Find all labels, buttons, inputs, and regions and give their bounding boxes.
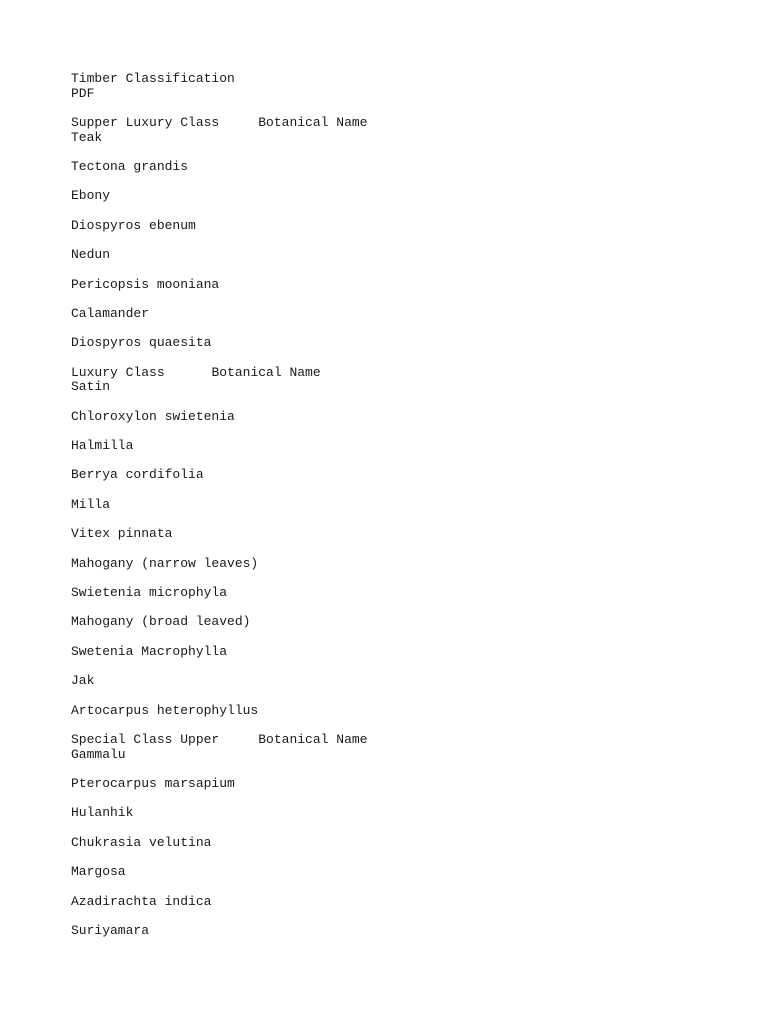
section-heading: Luxury Class [71, 364, 165, 380]
timber-name: Hulanhik [71, 805, 134, 821]
document-title: Timber Classification [71, 71, 235, 86]
timber-name: Calamander [71, 305, 150, 321]
section-header-luxury [71, 366, 751, 381]
timber-name: Satin [71, 379, 111, 395]
botanical-name: Azadirachta indica [71, 893, 212, 909]
section-heading: Special Class Upper [71, 731, 220, 747]
botanical-name: Tectona grandis [71, 158, 189, 174]
botanical-name: Chukrasia velutina [71, 834, 212, 850]
botanical-name: Diospyros quaesita [71, 335, 212, 351]
timber-name: Halmilla [71, 438, 134, 454]
section-header-supper-luxury [71, 116, 751, 131]
timber-name: Mahogany (narrow leaves) [71, 555, 259, 571]
column-label: Botanical Name [258, 114, 368, 130]
timber-name: Margosa [71, 864, 126, 880]
column-label: Botanical Name [211, 364, 321, 380]
column-label: Botanical Name [258, 731, 368, 747]
timber-name: Ebony [71, 188, 111, 204]
timber-name: Nedun [71, 247, 111, 263]
section-heading: Supper Luxury Class [71, 114, 220, 130]
timber-name: Jak [71, 673, 95, 689]
timber-name: Teak [71, 129, 103, 145]
botanical-name: Swetenia Macrophylla [71, 643, 228, 659]
section-header-special-upper [71, 733, 751, 748]
botanical-name: Artocarpus heterophyllus [71, 702, 259, 718]
document-subtitle: PDF [71, 85, 95, 101]
botanical-name: Pterocarpus marsapium [71, 775, 235, 791]
timber-name: Milla [71, 496, 111, 512]
botanical-name: Vitex pinnata [71, 526, 173, 542]
botanical-name: Berrya cordifolia [71, 467, 204, 483]
timber-name: Gammalu [71, 746, 126, 762]
botanical-name: Chloroxylon swietenia [71, 408, 235, 424]
botanical-name: Pericopsis mooniana [71, 276, 220, 292]
document-page [71, 72, 751, 939]
botanical-name: Swietenia microphyla [71, 585, 228, 601]
timber-name: Mahogany (broad leaved) [71, 614, 251, 630]
timber-name: Suriyamara [71, 922, 150, 938]
botanical-name: Diospyros ebenum [71, 217, 196, 233]
